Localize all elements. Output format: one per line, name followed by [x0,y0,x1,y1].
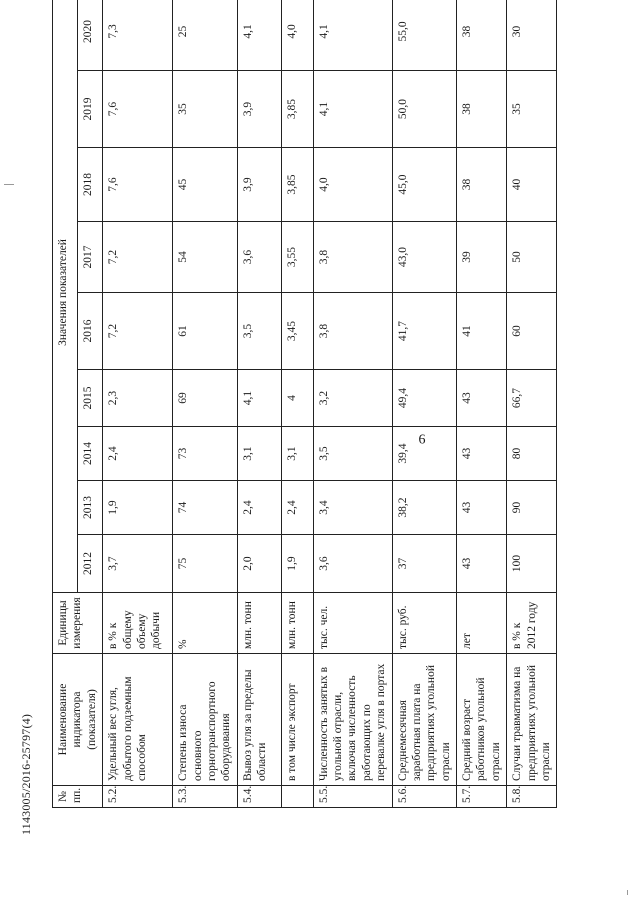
scan-mark [627,890,628,895]
col-header-num: № пп. [53,786,103,808]
document-code: 1143005/2016-25797(4) [19,713,33,835]
value-cell: 4,1 [237,370,281,427]
indicator-name: Удельный вес угля, добытого подземным способом [103,654,173,786]
row-number: 5.8. [507,786,557,808]
scan-mark [4,184,14,185]
value-cell: 55,0 [392,0,457,71]
value-cell: 7,2 [103,293,173,370]
value-cell: 39,4 [392,427,457,481]
value-cell: 54 [173,222,238,293]
value-cell: 4,0 [313,148,392,222]
indicator-name: в том числе экспорт [281,654,313,786]
indicator-name: Среднемесячная заработная плата на предприятиях угольной отрасли [392,654,457,786]
value-cell: 38 [457,71,507,148]
row-number [281,786,313,808]
year-header: 2013 [78,481,103,535]
value-cell: 50,0 [392,71,457,148]
indicator-name: Средний возраст работников угольной отрасли [457,654,507,786]
row-number: 5.6. [392,786,457,808]
value-cell: 38 [457,0,507,71]
value-cell: 45,0 [392,148,457,222]
value-cell: 75 [173,535,238,593]
unit: тыс. чел. [313,593,392,654]
unit: в % к 2012 году [507,593,557,654]
value-cell: 2,0 [237,535,281,593]
unit: % [173,593,238,654]
value-cell: 3,85 [281,71,313,148]
value-cell: 3,5 [313,427,392,481]
year-header: 2015 [78,370,103,427]
unit: млн. тонн [281,593,313,654]
col-header-values: Значения показателей [53,0,78,593]
value-cell: 45 [173,148,238,222]
value-cell: 3,5 [237,293,281,370]
year-header: 2020 [78,0,103,71]
value-cell: 43 [457,535,507,593]
value-cell: 3,8 [313,293,392,370]
value-cell: 7,6 [103,148,173,222]
value-cell: 43 [457,370,507,427]
table-row [457,0,507,808]
value-cell: 40 [507,148,557,222]
value-cell: 41,7 [392,293,457,370]
value-cell: 90 [507,481,557,535]
table-row [173,0,238,808]
unit: в % к общему объему добычи [103,593,173,654]
unit: тыс. руб. [392,593,457,654]
value-cell: 4,1 [237,0,281,71]
table-row [103,0,173,808]
row-number: 5.4. [237,786,281,808]
value-cell: 3,9 [237,148,281,222]
indicator-name: Численность занятых в угольной отрасли, включая численность работающих по перевалке угля в портах [313,654,392,786]
value-cell: 4 [281,370,313,427]
year-header: 2017 [78,222,103,293]
indicator-name: Вывоз угля за пределы области [237,654,281,786]
value-cell: 2,3 [103,370,173,427]
value-cell: 37 [392,535,457,593]
value-cell: 49,4 [392,370,457,427]
value-cell: 3,2 [313,370,392,427]
value-cell: 66,7 [507,370,557,427]
value-cell: 3,1 [281,427,313,481]
value-cell: 35 [173,71,238,148]
year-header: 2016 [78,293,103,370]
value-cell: 2,4 [103,427,173,481]
table-row [237,0,281,808]
value-cell: 73 [173,427,238,481]
value-cell: 41 [457,293,507,370]
value-cell: 61 [173,293,238,370]
value-cell: 39 [457,222,507,293]
value-cell: 3,8 [313,222,392,293]
value-cell: 25 [173,0,238,71]
indicator-name: Степень износа основного горнотранспортного оборудования [173,654,238,786]
value-cell: 43 [457,427,507,481]
table-row [507,0,557,808]
year-header: 2012 [78,535,103,593]
value-cell: 38 [457,148,507,222]
indicators-table [52,0,557,808]
value-cell: 3,9 [237,71,281,148]
year-header: 2019 [78,71,103,148]
value-cell: 38,2 [392,481,457,535]
col-header-unit: Единицы измерения [53,593,103,654]
value-cell: 3,45 [281,293,313,370]
year-header: 2014 [78,427,103,481]
value-cell: 43,0 [392,222,457,293]
value-cell: 30 [507,0,557,71]
value-cell: 4,1 [313,71,392,148]
value-cell: 3,55 [281,222,313,293]
unit: млн. тонн [237,593,281,654]
indicator-name: Случаи травматизма на предприятиях угольной отрасли [507,654,557,786]
value-cell: 69 [173,370,238,427]
value-cell: 4,0 [281,0,313,71]
value-cell: 3,1 [237,427,281,481]
table-row [281,0,313,808]
row-number: 5.5. [313,786,392,808]
table-row [392,0,457,808]
value-cell: 2,4 [281,481,313,535]
value-cell: 50 [507,222,557,293]
value-cell: 3,4 [313,481,392,535]
table-header-row [53,0,78,808]
value-cell: 1,9 [281,535,313,593]
table-row [313,0,392,808]
value-cell: 80 [507,427,557,481]
value-cell: 7,2 [103,222,173,293]
value-cell: 3,6 [237,222,281,293]
value-cell: 60 [507,293,557,370]
value-cell: 7,3 [103,0,173,71]
value-cell: 1,9 [103,481,173,535]
value-cell: 35 [507,71,557,148]
value-cell: 100 [507,535,557,593]
value-cell: 43 [457,481,507,535]
row-number: 5.3. [173,786,238,808]
value-cell: 3,7 [103,535,173,593]
row-number: 5.7. [457,786,507,808]
value-cell: 4,1 [313,0,392,71]
page-number: 6 [418,432,426,448]
value-cell: 74 [173,481,238,535]
unit: лет [457,593,507,654]
value-cell: 7,6 [103,71,173,148]
row-number: 5.2. [103,786,173,808]
col-header-name: Наименование индикатора (показателя) [53,654,103,786]
value-cell: 3,6 [313,535,392,593]
value-cell: 2,4 [237,481,281,535]
value-cell: 3,85 [281,148,313,222]
year-header: 2018 [78,148,103,222]
